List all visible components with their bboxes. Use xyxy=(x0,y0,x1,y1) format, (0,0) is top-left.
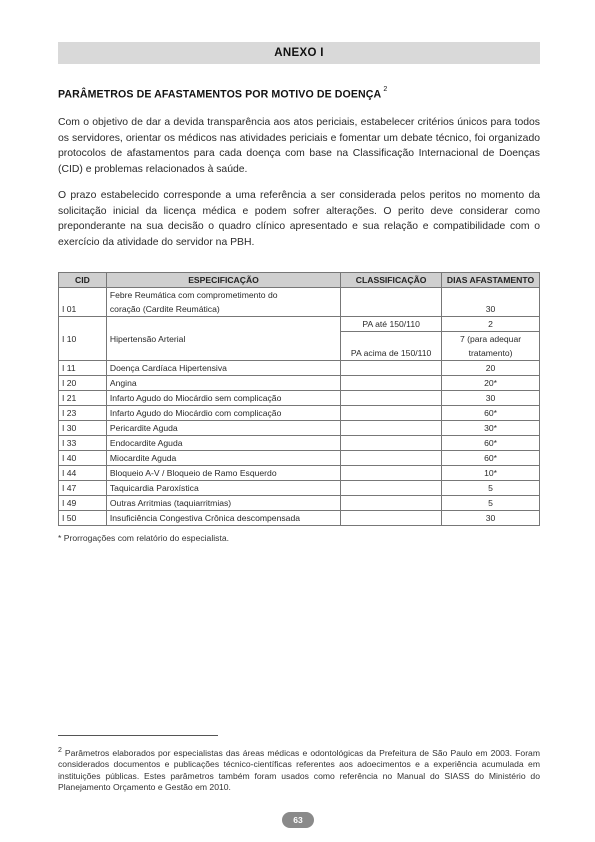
cell-classificacao: PA acima de 150/110 xyxy=(341,332,442,361)
cell-classificacao: PA até 150/110 xyxy=(341,317,442,332)
cell-classificacao xyxy=(341,481,442,496)
cell-dias: 20 xyxy=(442,361,540,376)
cell-dias: 30 xyxy=(442,288,540,317)
page-number: 63 xyxy=(293,815,303,825)
cell-especificacao-line2: coração (Cardite Reumática) xyxy=(109,304,220,314)
cid-table xyxy=(58,272,540,526)
table-row xyxy=(59,317,540,332)
cell-dias: 5 xyxy=(442,496,540,511)
cell-dias-line2: tratamento) xyxy=(468,348,513,358)
cell-classificacao xyxy=(341,496,442,511)
cell-especificacao: Infarto Agudo do Miocárdio com complicação xyxy=(106,406,340,421)
footnote-mark: 2 xyxy=(58,747,62,754)
cell-especificacao: Bloqueio A-V / Bloqueio de Ramo Esquerdo xyxy=(106,466,340,481)
annex-title: ANEXO I xyxy=(274,47,324,59)
table-row xyxy=(59,436,540,451)
cell-especificacao: Miocardite Aguda xyxy=(106,451,340,466)
cell-especificacao: Taquicardia Paroxística xyxy=(106,481,340,496)
footnote-ref: 2 xyxy=(383,86,388,93)
deadline-paragraph: O prazo estabelecido corresponde a uma referência a ser considerada pelos peritos no momento da solicitação inicial da licença médica e podem sofrer alterações. O perito deve considerar como preponderante na sua decisão o quadro clínico apresentado e sua relação e compatibilidade com o exercício da atividade do servidor na PBH. xyxy=(58,190,540,248)
cell-cid: I 10 xyxy=(59,317,107,361)
cell-cid: I 11 xyxy=(59,361,107,376)
cell-classificacao xyxy=(341,288,442,317)
table-note: * Prorrogações com relatório do especialista. xyxy=(58,533,230,543)
table-row xyxy=(59,511,540,526)
cell-especificacao-line1: Febre Reumática com comprometimento do xyxy=(109,290,278,300)
table-row xyxy=(59,496,540,511)
cell-dias xyxy=(442,332,540,361)
cell-dias: 30 xyxy=(442,391,540,406)
cell-classificacao xyxy=(341,436,442,451)
footnote xyxy=(58,745,540,794)
cell-dias: 10* xyxy=(442,466,540,481)
cell-especificacao: Angina xyxy=(106,376,340,391)
cell-cid: I 30 xyxy=(59,421,107,436)
cell-especificacao: Infarto Agudo do Miocárdio sem complicação xyxy=(106,391,340,406)
cell-cid: I 23 xyxy=(59,406,107,421)
cell-especificacao: Hipertensão Arterial xyxy=(106,317,340,361)
cell-especificacao: Pericardite Aguda xyxy=(106,421,340,436)
table-row xyxy=(59,376,540,391)
cell-classificacao xyxy=(341,511,442,526)
cell-classificacao xyxy=(341,421,442,436)
table-row xyxy=(59,451,540,466)
footnote-text: Parâmetros elaborados por especialistas das áreas médicas e odontológicas da Prefeitura de São Paulo em 2003. Foram considerados documentos e publicações técnico-científicas referentes aos adoecimentos e a experiência acumulada em instituições públicas. Estes parâmetros também foram usados como referência no Manual do SIASS do Ministério do Planejamento Orçamento e Gestão em 2010. xyxy=(58,747,540,793)
cell-especificacao xyxy=(106,288,340,317)
cell-dias: 30 xyxy=(442,511,540,526)
cell-cid: I 20 xyxy=(59,376,107,391)
cell-cid: I 01 xyxy=(59,288,107,317)
cell-especificacao: Doença Cardíaca Hipertensiva xyxy=(106,361,340,376)
table-row xyxy=(59,481,540,496)
cell-cid: I 40 xyxy=(59,451,107,466)
cell-classificacao xyxy=(341,361,442,376)
cell-classificacao xyxy=(341,391,442,406)
cell-classificacao xyxy=(341,376,442,391)
intro-paragraph: Com o objetivo de dar a devida transparência aos atos periciais, estabelecer critérios únicos para todos os servidores, orientar os médicos nas atividades periciais e fomentar um debate técnico, foi organizado protocolos de afastamentos para cada doença com base na Classificação Internacional de Doenças (CID) e problemas relacionados à saúde. xyxy=(58,117,540,175)
annex-title-bar xyxy=(58,42,540,64)
header-dias-afastamento: DIAS AFASTAMENTO xyxy=(442,273,540,288)
table-row xyxy=(59,406,540,421)
cell-dias: 60* xyxy=(442,406,540,421)
cell-classificacao xyxy=(341,451,442,466)
cell-dias: 60* xyxy=(442,451,540,466)
table-row xyxy=(59,466,540,481)
header-especificacao: ESPECIFICAÇÃO xyxy=(106,273,340,288)
cell-classificacao xyxy=(341,466,442,481)
header-classificacao: CLASSIFICAÇÃO xyxy=(341,273,442,288)
table-header-row xyxy=(59,273,540,288)
cell-cid: I 50 xyxy=(59,511,107,526)
cell-especificacao: Endocardite Aguda xyxy=(106,436,340,451)
section-title xyxy=(58,88,540,101)
cell-dias: 20* xyxy=(442,376,540,391)
cell-dias: 30* xyxy=(442,421,540,436)
table-row xyxy=(59,391,540,406)
cell-cid: I 21 xyxy=(59,391,107,406)
cell-especificacao: Outras Arritmias (taquiarritmias) xyxy=(106,496,340,511)
section-title-text: PARÂMETROS DE AFASTAMENTOS POR MOTIVO DE DOENÇA xyxy=(58,88,382,101)
cell-cid: I 47 xyxy=(59,481,107,496)
cell-cid: I 44 xyxy=(59,466,107,481)
cell-especificacao: Insuficiência Congestiva Crônica descompensada xyxy=(106,511,340,526)
cell-dias: 60* xyxy=(442,436,540,451)
footnote-divider xyxy=(58,735,218,736)
table-row xyxy=(59,288,540,317)
table-row xyxy=(59,421,540,436)
cell-dias: 5 xyxy=(442,481,540,496)
page-number-badge xyxy=(282,812,314,828)
table-row xyxy=(59,361,540,376)
cell-cid: I 33 xyxy=(59,436,107,451)
cell-dias-line1: 7 (para adequar xyxy=(459,334,522,344)
cell-cid: I 49 xyxy=(59,496,107,511)
header-cid: CID xyxy=(59,273,107,288)
cell-dias: 2 xyxy=(442,317,540,332)
cell-classificacao xyxy=(341,406,442,421)
